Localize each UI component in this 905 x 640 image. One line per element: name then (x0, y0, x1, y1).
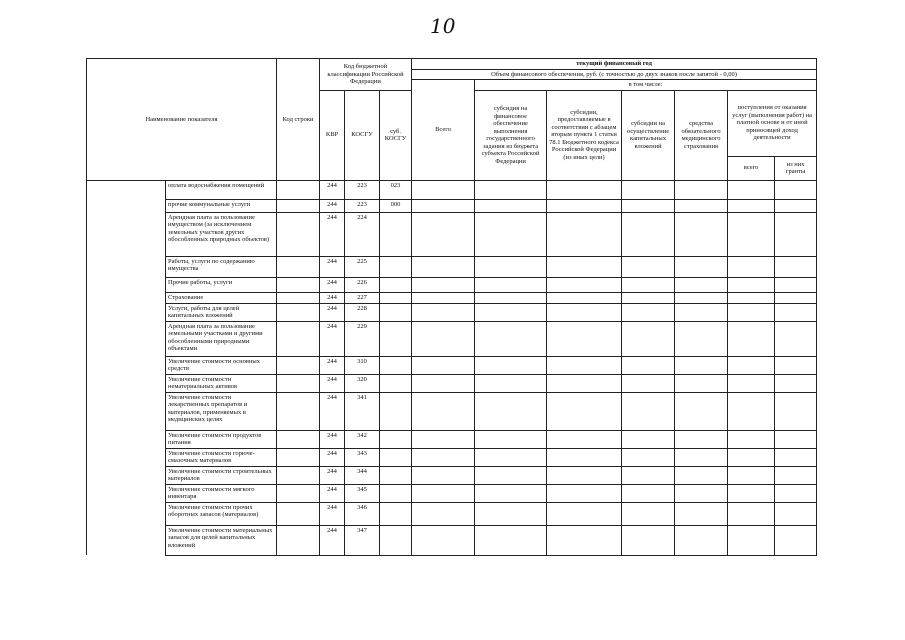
row-kvr: 244 (320, 303, 345, 321)
row-kvr: 244 (320, 180, 345, 199)
blank-cell (87, 212, 166, 256)
value-cell (775, 430, 817, 448)
value-cell (728, 525, 775, 555)
value-cell (475, 430, 547, 448)
row-kvr: 244 (320, 392, 345, 430)
value-cell (675, 292, 728, 303)
row-name: Увеличение стоимости нематериальных активов (166, 374, 277, 392)
row-kosgu: 343 (345, 448, 380, 466)
value-cell (728, 321, 775, 356)
row-name: Увеличение стоимости основных средств (166, 356, 277, 374)
row-kvr: 244 (320, 374, 345, 392)
blank-cell (87, 277, 166, 292)
value-cell (728, 277, 775, 292)
value-cell (775, 180, 817, 199)
header-kosgu: КОСГУ (345, 90, 380, 180)
row-kosgu: 342 (345, 430, 380, 448)
header-sub-kosgu: суб. КОСГУ (380, 90, 412, 180)
table-row (87, 292, 817, 303)
row-kosgu: 347 (345, 525, 380, 555)
row-code (277, 180, 320, 199)
value-cell (775, 392, 817, 430)
value-cell (475, 466, 547, 484)
row-kvr: 244 (320, 256, 345, 277)
value-cell (475, 303, 547, 321)
value-cell (412, 199, 475, 212)
value-cell (728, 180, 775, 199)
row-code (277, 392, 320, 430)
value-cell (547, 321, 622, 356)
row-name: прочие коммунальные услуги (166, 199, 277, 212)
row-kosgu: 227 (345, 292, 380, 303)
table-row (87, 525, 817, 555)
value-cell (775, 303, 817, 321)
header-paid-total: всего (728, 156, 775, 180)
value-cell (775, 502, 817, 525)
header-subsidy-capital: субсидии на осуществление капитальных вложений (622, 90, 675, 180)
value-cell (475, 277, 547, 292)
table-body (87, 180, 817, 555)
value-cell (675, 212, 728, 256)
row-name: Увеличение стоимости продуктов питания (166, 430, 277, 448)
value-cell (547, 430, 622, 448)
value-cell (675, 466, 728, 484)
row-code (277, 430, 320, 448)
blank-cell (87, 199, 166, 212)
value-cell (775, 484, 817, 502)
value-cell (412, 392, 475, 430)
row-code (277, 292, 320, 303)
blank-cell (87, 484, 166, 502)
value-cell (775, 448, 817, 466)
header-total: Всего (412, 80, 475, 181)
value-cell (728, 256, 775, 277)
row-sub-kosgu (380, 212, 412, 256)
row-code (277, 525, 320, 555)
value-cell (475, 484, 547, 502)
value-cell (622, 430, 675, 448)
value-cell (675, 430, 728, 448)
value-cell (412, 466, 475, 484)
value-cell (412, 180, 475, 199)
header-budget-class: Код бюджетной классификации Российской Федерации (320, 59, 412, 91)
row-name: Страхование (166, 292, 277, 303)
row-code (277, 466, 320, 484)
value-cell (412, 303, 475, 321)
value-cell (675, 484, 728, 502)
row-name: оплата водоснабжения помещений (166, 180, 277, 199)
row-kosgu: 228 (345, 303, 380, 321)
header-code: Код строки (277, 59, 320, 181)
row-kosgu: 223 (345, 180, 380, 199)
header-including: в том числе: (475, 80, 817, 91)
header-volume: Объем финансового обеспечения, руб. (с точностью до двух знаков после запятой - 0,00) (412, 69, 817, 80)
value-cell (622, 484, 675, 502)
value-cell (675, 392, 728, 430)
value-cell (412, 525, 475, 555)
value-cell (775, 466, 817, 484)
blank-cell (87, 392, 166, 430)
row-kosgu: 225 (345, 256, 380, 277)
row-sub-kosgu (380, 466, 412, 484)
financial-table (86, 58, 817, 556)
row-code (277, 502, 320, 525)
row-kvr: 244 (320, 448, 345, 466)
row-kvr: 244 (320, 277, 345, 292)
row-sub-kosgu (380, 392, 412, 430)
value-cell (728, 484, 775, 502)
value-cell (622, 292, 675, 303)
row-sub-kosgu (380, 525, 412, 555)
header-subsidy-781: субсидии, предоставляемые в соответствии с абзацем вторым пункта 1 статьи 78.1 Бюджетного кодекса Российской Федерации (из иных цели) (547, 90, 622, 180)
row-name: Арендная плата за пользование земельными участками и другими обособленными природными объектами (166, 321, 277, 356)
row-kosgu: 310 (345, 356, 380, 374)
value-cell (412, 430, 475, 448)
value-cell (728, 466, 775, 484)
value-cell (475, 502, 547, 525)
value-cell (675, 525, 728, 555)
row-sub-kosgu (380, 303, 412, 321)
value-cell (547, 212, 622, 256)
row-code (277, 356, 320, 374)
table-row (87, 303, 817, 321)
value-cell (622, 199, 675, 212)
value-cell (412, 321, 475, 356)
value-cell (775, 277, 817, 292)
value-cell (728, 374, 775, 392)
value-cell (475, 180, 547, 199)
value-cell (547, 392, 622, 430)
row-name: Прочие работы, услуги (166, 277, 277, 292)
row-code (277, 321, 320, 356)
value-cell (622, 180, 675, 199)
table-row (87, 374, 817, 392)
row-kvr: 244 (320, 430, 345, 448)
blank-cell (87, 430, 166, 448)
row-sub-kosgu (380, 356, 412, 374)
value-cell (547, 502, 622, 525)
row-name: Увеличение стоимости горюче-смазочных материалов (166, 448, 277, 466)
header-grants: из них гранты (775, 156, 817, 180)
value-cell (412, 277, 475, 292)
value-cell (475, 525, 547, 555)
table-row (87, 392, 817, 430)
value-cell (775, 256, 817, 277)
row-kvr: 244 (320, 466, 345, 484)
blank-cell (87, 292, 166, 303)
value-cell (728, 430, 775, 448)
table-row (87, 356, 817, 374)
value-cell (728, 356, 775, 374)
header-paid-income: поступления от оказания услуг (выполнения работ) на платной основе и от иной приносящей доход деятельности (728, 90, 817, 156)
value-cell (412, 484, 475, 502)
table-row (87, 502, 817, 525)
header-medical-insurance: средства обязательного медицинского страхования (675, 90, 728, 180)
value-cell (622, 448, 675, 466)
value-cell (675, 321, 728, 356)
value-cell (622, 277, 675, 292)
row-name: Работы, услуги по содержанию имущества (166, 256, 277, 277)
row-kosgu: 223 (345, 199, 380, 212)
value-cell (728, 392, 775, 430)
value-cell (675, 277, 728, 292)
row-kosgu: 345 (345, 484, 380, 502)
table-row (87, 256, 817, 277)
value-cell (547, 356, 622, 374)
row-kvr: 244 (320, 502, 345, 525)
value-cell (412, 356, 475, 374)
row-sub-kosgu (380, 292, 412, 303)
blank-cell (87, 303, 166, 321)
value-cell (412, 502, 475, 525)
value-cell (775, 199, 817, 212)
value-cell (475, 448, 547, 466)
row-name: Увеличение стоимости лекарственных препаратов и материалов, применяемых в медицинских целях (166, 392, 277, 430)
row-sub-kosgu: 000 (380, 199, 412, 212)
row-sub-kosgu (380, 430, 412, 448)
table-row (87, 180, 817, 199)
value-cell (775, 212, 817, 256)
value-cell (475, 212, 547, 256)
value-cell (547, 256, 622, 277)
value-cell (475, 374, 547, 392)
blank-cell (87, 256, 166, 277)
blank-cell (87, 374, 166, 392)
value-cell (622, 356, 675, 374)
value-cell (675, 502, 728, 525)
value-cell (412, 256, 475, 277)
blank-cell (87, 525, 166, 555)
row-code (277, 199, 320, 212)
row-code (277, 484, 320, 502)
value-cell (547, 448, 622, 466)
header-kvr: КВР (320, 90, 345, 180)
row-kvr: 244 (320, 292, 345, 303)
value-cell (728, 292, 775, 303)
value-cell (547, 303, 622, 321)
value-cell (547, 180, 622, 199)
blank-cell (87, 448, 166, 466)
value-cell (675, 356, 728, 374)
value-cell (675, 199, 728, 212)
value-cell (547, 374, 622, 392)
row-kosgu: 346 (345, 502, 380, 525)
blank-cell (87, 180, 166, 199)
row-kosgu: 226 (345, 277, 380, 292)
value-cell (728, 212, 775, 256)
row-name: Увеличение стоимости прочих оборотных запасов (материалов) (166, 502, 277, 525)
row-name: Увеличение стоимости мягкого инвентаря (166, 484, 277, 502)
value-cell (547, 199, 622, 212)
row-sub-kosgu: 023 (380, 180, 412, 199)
value-cell (775, 321, 817, 356)
row-kvr: 244 (320, 212, 345, 256)
row-sub-kosgu (380, 277, 412, 292)
row-kosgu: 341 (345, 392, 380, 430)
value-cell (622, 212, 675, 256)
value-cell (475, 292, 547, 303)
value-cell (622, 374, 675, 392)
row-kvr: 244 (320, 199, 345, 212)
value-cell (622, 525, 675, 555)
header-name: Наименование показателя (87, 59, 277, 181)
value-cell (622, 256, 675, 277)
value-cell (547, 484, 622, 502)
value-cell (475, 199, 547, 212)
value-cell (622, 392, 675, 430)
row-code (277, 277, 320, 292)
row-sub-kosgu (380, 502, 412, 525)
row-sub-kosgu (380, 256, 412, 277)
value-cell (728, 199, 775, 212)
table-row (87, 277, 817, 292)
blank-cell (87, 356, 166, 374)
table-row (87, 321, 817, 356)
row-kosgu: 344 (345, 466, 380, 484)
blank-cell (87, 466, 166, 484)
blank-cell (87, 321, 166, 356)
row-name: Услуги, работы для целей капитальных вложений (166, 303, 277, 321)
row-code (277, 303, 320, 321)
table-row (87, 484, 817, 502)
row-sub-kosgu (380, 484, 412, 502)
value-cell (475, 321, 547, 356)
table-row (87, 448, 817, 466)
value-cell (475, 356, 547, 374)
row-name: Увеличение стоимости материальных запасов для целей капитальных вложений (166, 525, 277, 555)
value-cell (412, 374, 475, 392)
row-name: Арендная плата за пользование имуществом (за исключением земельных участков других обособленных природных объектов) (166, 212, 277, 256)
value-cell (547, 277, 622, 292)
row-code (277, 448, 320, 466)
value-cell (622, 466, 675, 484)
row-kvr: 244 (320, 321, 345, 356)
row-kosgu: 229 (345, 321, 380, 356)
row-kosgu: 224 (345, 212, 380, 256)
value-cell (675, 374, 728, 392)
value-cell (475, 256, 547, 277)
value-cell (775, 374, 817, 392)
value-cell (675, 448, 728, 466)
value-cell (547, 525, 622, 555)
row-code (277, 374, 320, 392)
value-cell (547, 466, 622, 484)
value-cell (622, 321, 675, 356)
value-cell (728, 448, 775, 466)
row-kosgu: 320 (345, 374, 380, 392)
table-row (87, 199, 817, 212)
row-kvr: 244 (320, 525, 345, 555)
value-cell (728, 303, 775, 321)
value-cell (775, 525, 817, 555)
row-sub-kosgu (380, 321, 412, 356)
value-cell (412, 292, 475, 303)
row-name: Увеличение стоимости строительных материалов (166, 466, 277, 484)
row-kvr: 244 (320, 356, 345, 374)
value-cell (547, 292, 622, 303)
row-sub-kosgu (380, 448, 412, 466)
table-row (87, 212, 817, 256)
row-kvr: 244 (320, 484, 345, 502)
value-cell (675, 256, 728, 277)
value-cell (622, 303, 675, 321)
row-sub-kosgu (380, 374, 412, 392)
value-cell (622, 502, 675, 525)
value-cell (728, 502, 775, 525)
value-cell (775, 292, 817, 303)
value-cell (675, 303, 728, 321)
header-subsidy-task: субсидия на финансовое обеспечение выполнения государственного задания из бюджета субъекта Российской Федерации (475, 90, 547, 180)
header-current-year: текущий финансовый год (412, 59, 817, 70)
blank-cell (87, 502, 166, 525)
row-code (277, 212, 320, 256)
value-cell (775, 356, 817, 374)
value-cell (475, 392, 547, 430)
table-row (87, 466, 817, 484)
row-code (277, 256, 320, 277)
value-cell (412, 448, 475, 466)
page-number: 10 (430, 14, 456, 38)
table-row (87, 430, 817, 448)
value-cell (412, 212, 475, 256)
value-cell (675, 180, 728, 199)
